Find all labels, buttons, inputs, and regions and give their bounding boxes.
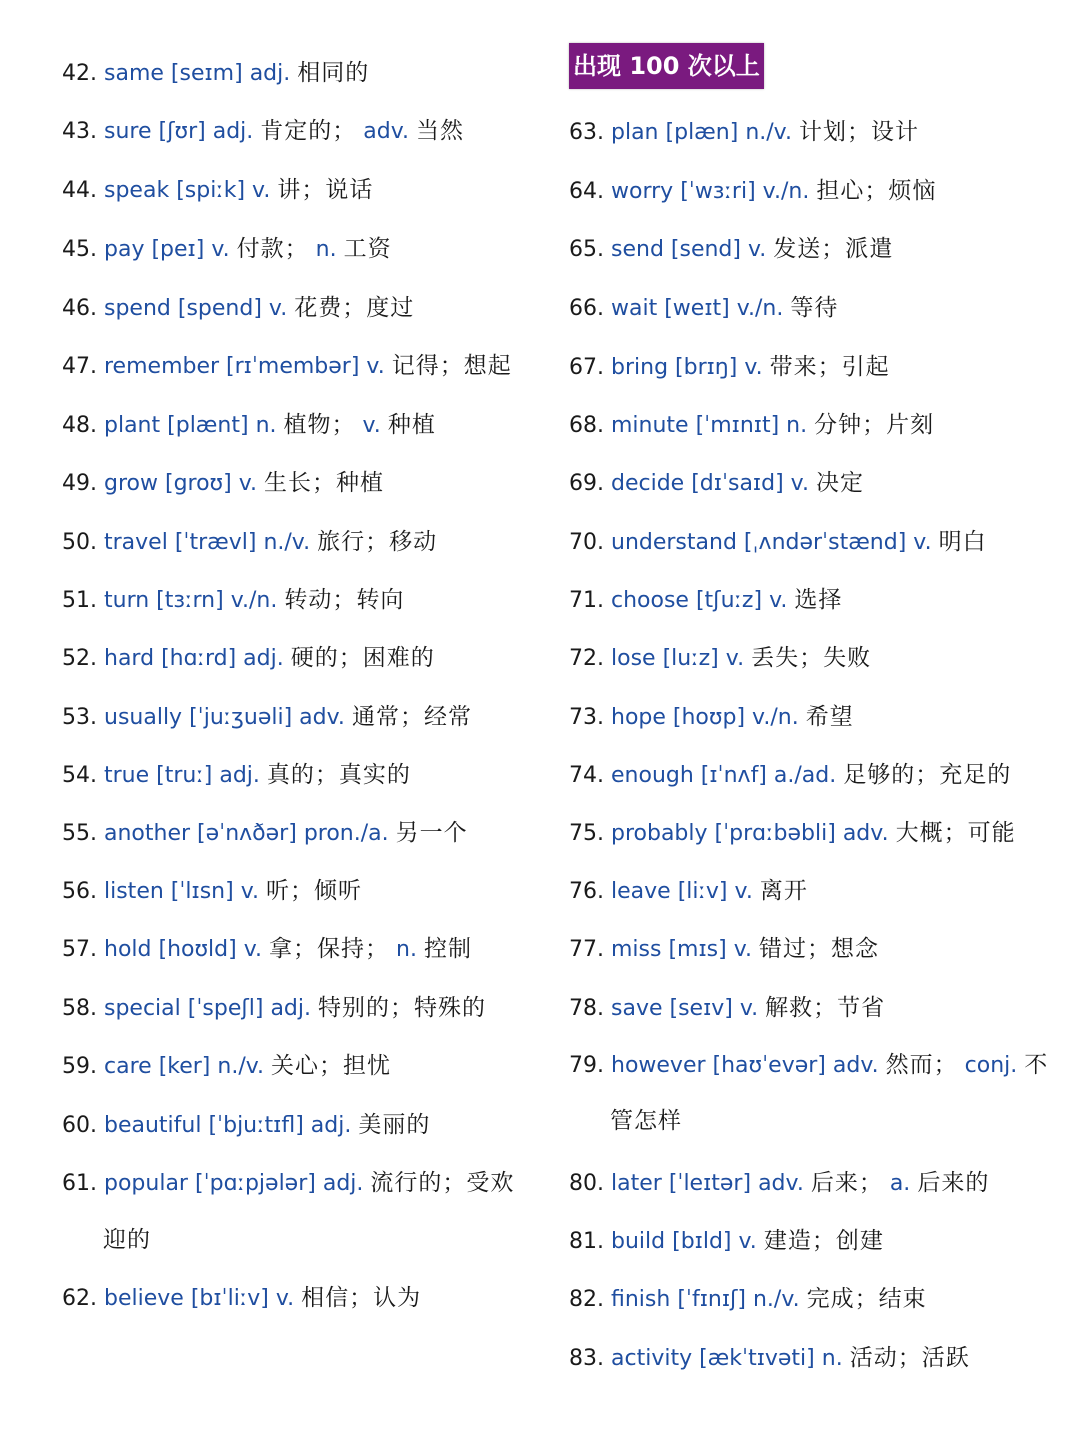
vocab-entry bbox=[62, 585, 404, 616]
entry-phonetic: [ɪˈnʌf] bbox=[700, 763, 767, 788]
entry-word: leave bbox=[611, 879, 671, 904]
entry-phonetic: [hɑːrd] bbox=[161, 646, 237, 671]
entry-number: 64. bbox=[569, 179, 604, 204]
entry-phonetic: [send] bbox=[670, 237, 741, 262]
vocab-entry bbox=[569, 352, 890, 383]
entry-phonetic: [plænt] bbox=[167, 413, 249, 438]
entry-word: hope bbox=[611, 705, 666, 730]
entry-number: 61. bbox=[62, 1171, 97, 1196]
vocab-entry bbox=[62, 1110, 430, 1141]
vocab-entry bbox=[62, 58, 369, 89]
entry-phonetic: [dɪˈsaɪd] bbox=[691, 471, 784, 496]
entry-part-of-speech: n. bbox=[786, 413, 808, 438]
entry-part-of-speech: pron./a. bbox=[303, 821, 389, 846]
vocab-entry bbox=[569, 527, 987, 558]
entry-meaning: 带来；引起 bbox=[769, 354, 890, 380]
vocab-entry bbox=[569, 702, 854, 733]
entry-meaning-2: 不 bbox=[1024, 1052, 1049, 1078]
entry-word: remember bbox=[104, 354, 220, 379]
entry-meaning: 决定 bbox=[815, 470, 864, 496]
entry-phonetic: [spend] bbox=[177, 296, 262, 321]
entry-phonetic: [liːv] bbox=[677, 879, 728, 904]
entry-word: beautiful bbox=[104, 1113, 202, 1138]
entry-part-of-speech: v. bbox=[769, 588, 788, 613]
entry-phonetic: [mɪs] bbox=[668, 937, 727, 962]
entry-number: 63. bbox=[569, 120, 604, 145]
entry-number: 54. bbox=[62, 763, 97, 788]
entry-number: 72. bbox=[569, 646, 604, 671]
entry-meaning: 记得；想起 bbox=[391, 353, 512, 379]
entry-meaning: 硬的；困难的 bbox=[290, 645, 435, 671]
entry-number: 68. bbox=[569, 413, 604, 438]
vocab-entry bbox=[62, 1283, 421, 1314]
entry-word: save bbox=[611, 996, 663, 1021]
vocab-entry bbox=[62, 351, 512, 382]
entry-meaning-2: 后来的 bbox=[917, 1170, 990, 1196]
entry-meaning: 计划；设计 bbox=[798, 119, 919, 145]
entry-phonetic: [ˈleɪtər] bbox=[668, 1171, 752, 1196]
entry-part-of-speech: n. bbox=[255, 413, 277, 438]
entry-meaning: 相信；认为 bbox=[301, 1285, 422, 1311]
entry-meaning: 大概；可能 bbox=[895, 820, 1016, 846]
entry-word: care bbox=[104, 1054, 152, 1079]
entry-meaning: 花费；度过 bbox=[294, 295, 415, 321]
entry-word: another bbox=[104, 821, 191, 846]
entry-word: pay bbox=[104, 237, 145, 262]
entry-number: 62. bbox=[62, 1286, 97, 1311]
entry-meaning-2: 工资 bbox=[343, 236, 392, 262]
entry-meaning: 发送；派遣 bbox=[773, 236, 894, 262]
entry-word: usually bbox=[104, 705, 183, 730]
vocab-entry bbox=[62, 643, 435, 674]
entry-meaning: 建造；创建 bbox=[763, 1228, 884, 1254]
entry-phonetic: [ˈpɑːpjələr] bbox=[194, 1171, 316, 1196]
entry-part-of-speech: v. bbox=[252, 178, 271, 203]
entry-word: spend bbox=[104, 296, 171, 321]
entry-meaning: 错过；想念 bbox=[759, 936, 880, 962]
entry-phonetic: [spiːk] bbox=[176, 178, 246, 203]
entry-part-of-speech: adj. bbox=[310, 1113, 352, 1138]
entry-meaning-2: 控制 bbox=[423, 936, 472, 962]
vocab-entry bbox=[569, 760, 1011, 791]
entry-phonetic: [ˈwɜːri] bbox=[680, 179, 756, 204]
entry-number: 49. bbox=[62, 471, 97, 496]
vocab-entry bbox=[62, 993, 486, 1024]
vocab-entry bbox=[569, 234, 893, 265]
entry-meaning: 相同的 bbox=[297, 60, 370, 86]
entry-phonetic: [hoʊp] bbox=[672, 705, 746, 730]
entry-part-of-speech: v./n. bbox=[762, 179, 810, 204]
vocab-entry bbox=[62, 760, 411, 791]
vocab-entry bbox=[569, 1050, 1048, 1081]
vocab-entry bbox=[62, 1168, 514, 1199]
entry-part-of-speech: a./ad. bbox=[773, 763, 837, 788]
entry-phonetic: [truː] bbox=[156, 763, 213, 788]
entry-phonetic: [ˈfɪnɪʃ] bbox=[677, 1287, 746, 1312]
vocab-entry bbox=[569, 410, 934, 441]
entry-number: 44. bbox=[62, 178, 97, 203]
entry-number: 42. bbox=[62, 61, 97, 86]
vocab-entry bbox=[569, 1284, 927, 1315]
entry-word: turn bbox=[104, 588, 150, 613]
entry-word: however bbox=[611, 1053, 706, 1078]
entry-word: finish bbox=[611, 1287, 671, 1312]
entry-word: grow bbox=[104, 471, 158, 496]
entry-word: build bbox=[611, 1229, 666, 1254]
entry-number: 48. bbox=[62, 413, 97, 438]
entry-number: 67. bbox=[569, 355, 604, 380]
entry-phonetic: [peɪ] bbox=[151, 237, 205, 262]
entry-word: believe bbox=[104, 1286, 184, 1311]
vocab-entry bbox=[569, 818, 1016, 849]
entry-part-of-speech-2: adv. bbox=[363, 119, 410, 144]
entry-meaning: 植物； bbox=[283, 412, 356, 438]
entry-meaning: 活动；活跃 bbox=[849, 1345, 970, 1371]
entry-number: 59. bbox=[62, 1054, 97, 1079]
vocab-entry bbox=[569, 468, 864, 499]
entry-number: 78. bbox=[569, 996, 604, 1021]
entry-part-of-speech: n. bbox=[821, 1346, 843, 1371]
entry-part-of-speech: v. bbox=[744, 355, 763, 380]
vocab-entry bbox=[569, 876, 808, 907]
entry-meaning: 后来； bbox=[810, 1170, 883, 1196]
entry-part-of-speech: n./v. bbox=[263, 530, 311, 555]
entry-phonetic: [ˌʌndərˈstænd] bbox=[743, 530, 907, 555]
entry-word: plant bbox=[104, 413, 161, 438]
vocab-entry bbox=[62, 934, 472, 965]
vocab-entry bbox=[62, 468, 384, 499]
entry-word: choose bbox=[611, 588, 689, 613]
entry-word: enough bbox=[611, 763, 694, 788]
entry-meaning: 完成；结束 bbox=[806, 1286, 927, 1312]
vocab-entry bbox=[569, 643, 871, 674]
entry-meaning: 选择 bbox=[794, 587, 843, 613]
vocab-entry bbox=[62, 116, 464, 147]
entry-phonetic: [weɪt] bbox=[664, 296, 730, 321]
entry-meaning: 转动；转向 bbox=[284, 587, 405, 613]
entry-number: 76. bbox=[569, 879, 604, 904]
entry-phonetic: [ˈprɑːbəbli] bbox=[714, 821, 836, 846]
entry-phonetic: [brɪŋ] bbox=[675, 355, 738, 380]
entry-part-of-speech: adv. bbox=[842, 821, 889, 846]
entry-part-of-speech: v. bbox=[734, 879, 753, 904]
entry-part-of-speech-2: conj. bbox=[964, 1053, 1018, 1078]
entry-meaning: 离开 bbox=[759, 878, 808, 904]
vocab-entry bbox=[62, 702, 472, 733]
entry-number: 73. bbox=[569, 705, 604, 730]
entry-phonetic: [ækˈtɪvəti] bbox=[699, 1346, 815, 1371]
entry-part-of-speech: v./n. bbox=[230, 588, 278, 613]
entry-part-of-speech: adj. bbox=[270, 996, 312, 1021]
entry-part-of-speech: v. bbox=[238, 471, 258, 496]
entry-word: wait bbox=[611, 296, 658, 321]
vocab-entry bbox=[62, 876, 362, 907]
entry-meaning: 希望 bbox=[805, 704, 854, 730]
entry-part-of-speech: adj. bbox=[219, 763, 260, 788]
entry-word: understand bbox=[611, 530, 737, 555]
entry-part-of-speech: v. bbox=[913, 530, 932, 555]
vocab-entry bbox=[62, 527, 437, 558]
entry-word: decide bbox=[611, 471, 685, 496]
entry-meaning: 听；倾听 bbox=[266, 878, 363, 904]
entry-part-of-speech: n./v. bbox=[217, 1054, 265, 1079]
entry-phonetic: [seɪv] bbox=[669, 996, 733, 1021]
entry-word: miss bbox=[611, 937, 662, 962]
entry-part-of-speech: n./v. bbox=[745, 120, 792, 145]
entry-part-of-speech: v. bbox=[725, 646, 745, 671]
entry-phonetic: [ˈmɪnɪt] bbox=[695, 413, 780, 438]
vocab-entry bbox=[569, 934, 879, 965]
entry-word: listen bbox=[104, 879, 164, 904]
vocab-entry bbox=[62, 818, 468, 849]
entry-word: special bbox=[104, 996, 181, 1021]
entry-part-of-speech: v. bbox=[211, 237, 230, 262]
entry-phonetic: [groʊ] bbox=[164, 471, 232, 496]
vocab-entry bbox=[569, 1226, 884, 1257]
entry-part-of-speech: adv. bbox=[832, 1053, 879, 1078]
entry-word: same bbox=[104, 61, 164, 86]
entry-meaning-2: 当然 bbox=[416, 118, 465, 144]
entry-number: 69. bbox=[569, 471, 604, 496]
entry-word: plan bbox=[611, 120, 659, 145]
vocab-entry bbox=[62, 234, 392, 265]
entry-meaning-continuation: 管怎样 bbox=[610, 1108, 682, 1134]
entry-part-of-speech: adj. bbox=[212, 119, 254, 144]
entry-meaning: 分钟；片刻 bbox=[814, 412, 935, 438]
entry-number: 53. bbox=[62, 705, 97, 730]
entry-word: travel bbox=[104, 530, 168, 555]
entry-part-of-speech: v. bbox=[243, 937, 263, 962]
vocab-entry bbox=[569, 293, 838, 324]
entry-part-of-speech-2: n. bbox=[396, 937, 417, 962]
entry-meaning: 拿；保持； bbox=[269, 936, 390, 962]
frequency-banner: 出现 100 次以上 bbox=[569, 43, 764, 89]
entry-phonetic: [bɪld] bbox=[672, 1229, 732, 1254]
entry-meaning: 付款； bbox=[236, 236, 309, 262]
entry-number: 51. bbox=[62, 588, 97, 613]
entry-word: sure bbox=[104, 119, 152, 144]
entry-phonetic: [bɪˈliːv] bbox=[190, 1286, 269, 1311]
entry-phonetic: [ker] bbox=[158, 1054, 211, 1079]
entry-meaning: 生长；种植 bbox=[264, 470, 385, 496]
entry-part-of-speech-2: a. bbox=[889, 1171, 911, 1196]
entry-meaning: 等待 bbox=[790, 295, 839, 321]
entry-number: 46. bbox=[62, 296, 97, 321]
entry-meaning: 特别的；特殊的 bbox=[318, 995, 487, 1021]
entry-phonetic: [ʃʊr] bbox=[158, 119, 206, 144]
entry-word: popular bbox=[104, 1171, 188, 1196]
vocab-entry bbox=[62, 175, 373, 206]
entry-part-of-speech: v. bbox=[790, 471, 809, 496]
entry-phonetic: [luːz] bbox=[662, 646, 719, 671]
entry-word: hard bbox=[104, 646, 155, 671]
entry-part-of-speech: v. bbox=[747, 237, 767, 262]
entry-word: minute bbox=[611, 413, 689, 438]
entry-part-of-speech: adv. bbox=[758, 1171, 804, 1196]
entry-meaning: 然而； bbox=[885, 1052, 958, 1078]
entry-meaning: 讲；说话 bbox=[277, 177, 374, 203]
entry-number: 81. bbox=[569, 1229, 604, 1254]
entry-word: speak bbox=[104, 178, 170, 203]
entry-meaning: 足够的；充足的 bbox=[843, 762, 1012, 788]
entry-part-of-speech-2: v. bbox=[362, 413, 381, 438]
entry-word: worry bbox=[611, 179, 674, 204]
entry-word: true bbox=[104, 763, 150, 788]
vocab-entry bbox=[62, 1051, 391, 1082]
entry-number: 83. bbox=[569, 1346, 604, 1371]
entry-word: lose bbox=[611, 646, 656, 671]
entry-word: bring bbox=[611, 355, 669, 380]
vocab-entry bbox=[62, 410, 436, 441]
entry-part-of-speech-2: n. bbox=[315, 237, 337, 262]
entry-part-of-speech: adj. bbox=[322, 1171, 364, 1196]
entry-phonetic: [ˈtrævl] bbox=[174, 530, 257, 555]
entry-part-of-speech: v. bbox=[733, 937, 753, 962]
entry-phonetic: [ˈjuːʒuəli] bbox=[189, 705, 293, 730]
entry-part-of-speech: v./n. bbox=[736, 296, 784, 321]
entry-phonetic: [tʃuːz] bbox=[695, 588, 763, 613]
entry-phonetic: [tɜːrn] bbox=[156, 588, 224, 613]
entry-phonetic: [hoʊld] bbox=[158, 937, 237, 962]
entry-word: probably bbox=[611, 821, 708, 846]
entry-number: 52. bbox=[62, 646, 97, 671]
entry-number: 71. bbox=[569, 588, 604, 613]
entry-phonetic: [rɪˈmembər] bbox=[226, 354, 360, 379]
entry-number: 82. bbox=[569, 1287, 604, 1312]
vocab-entry bbox=[569, 117, 919, 148]
entry-phonetic: [plæn] bbox=[665, 120, 739, 145]
entry-meaning: 流行的；受欢 bbox=[370, 1170, 515, 1196]
entry-word: later bbox=[611, 1171, 662, 1196]
entry-part-of-speech: v. bbox=[738, 1229, 757, 1254]
entry-part-of-speech: v. bbox=[268, 296, 288, 321]
entry-meaning: 通常；经常 bbox=[351, 704, 472, 730]
entry-number: 45. bbox=[62, 237, 97, 262]
vocab-entry bbox=[569, 1168, 989, 1199]
entry-number: 56. bbox=[62, 879, 97, 904]
entry-number: 70. bbox=[569, 530, 604, 555]
entry-meaning: 担心；烦恼 bbox=[816, 178, 937, 204]
vocab-entry bbox=[569, 585, 842, 616]
entry-part-of-speech: adj. bbox=[249, 61, 291, 86]
entry-meaning-continuation: 迎的 bbox=[103, 1227, 151, 1253]
entry-number: 74. bbox=[569, 763, 604, 788]
entry-word: hold bbox=[104, 937, 152, 962]
entry-meaning: 肯定的； bbox=[260, 118, 357, 144]
entry-phonetic: [ˈbjuːtɪfl] bbox=[208, 1113, 304, 1138]
entry-number: 57. bbox=[62, 937, 97, 962]
entry-word: activity bbox=[611, 1346, 693, 1371]
entry-meaning: 旅行；移动 bbox=[317, 529, 438, 555]
entry-phonetic: [ˈspeʃl] bbox=[187, 996, 264, 1021]
entry-meaning: 明白 bbox=[938, 529, 987, 555]
entry-part-of-speech: v./n. bbox=[752, 705, 799, 730]
entry-meaning: 关心；担忧 bbox=[271, 1053, 392, 1079]
entry-phonetic: [əˈnʌðər] bbox=[197, 821, 297, 846]
vocab-entry bbox=[62, 293, 414, 324]
entry-number: 79. bbox=[569, 1053, 604, 1078]
entry-number: 43. bbox=[62, 119, 97, 144]
entry-number: 58. bbox=[62, 996, 97, 1021]
entry-phonetic: [seɪm] bbox=[170, 61, 243, 86]
entry-number: 50. bbox=[62, 530, 97, 555]
entry-phonetic: [haʊˈevər] bbox=[712, 1053, 826, 1078]
entry-part-of-speech: adj. bbox=[243, 646, 284, 671]
entry-meaning: 丢失；失败 bbox=[751, 645, 872, 671]
entry-part-of-speech: v. bbox=[275, 1286, 295, 1311]
entry-number: 77. bbox=[569, 937, 604, 962]
entry-meaning: 另一个 bbox=[395, 820, 468, 846]
entry-meaning-2: 种植 bbox=[387, 412, 436, 438]
entry-meaning: 解救；节省 bbox=[765, 995, 886, 1021]
entry-number: 65. bbox=[569, 237, 604, 262]
entry-part-of-speech: adv. bbox=[299, 705, 345, 730]
entry-meaning: 真的；真实的 bbox=[266, 762, 411, 788]
entry-part-of-speech: v. bbox=[366, 354, 385, 379]
entry-number: 80. bbox=[569, 1171, 604, 1196]
entry-number: 66. bbox=[569, 296, 604, 321]
entry-part-of-speech: n./v. bbox=[752, 1287, 800, 1312]
entry-number: 55. bbox=[62, 821, 97, 846]
entry-word: send bbox=[611, 237, 664, 262]
vocab-entry bbox=[569, 993, 885, 1024]
entry-number: 75. bbox=[569, 821, 604, 846]
entry-phonetic: [ˈlɪsn] bbox=[170, 879, 234, 904]
entry-part-of-speech: v. bbox=[240, 879, 260, 904]
vocab-entry bbox=[569, 1343, 970, 1374]
entry-meaning: 美丽的 bbox=[358, 1112, 431, 1138]
entry-number: 60. bbox=[62, 1113, 97, 1138]
vocab-entry bbox=[569, 176, 936, 207]
entry-part-of-speech: v. bbox=[739, 996, 759, 1021]
entry-number: 47. bbox=[62, 354, 97, 379]
